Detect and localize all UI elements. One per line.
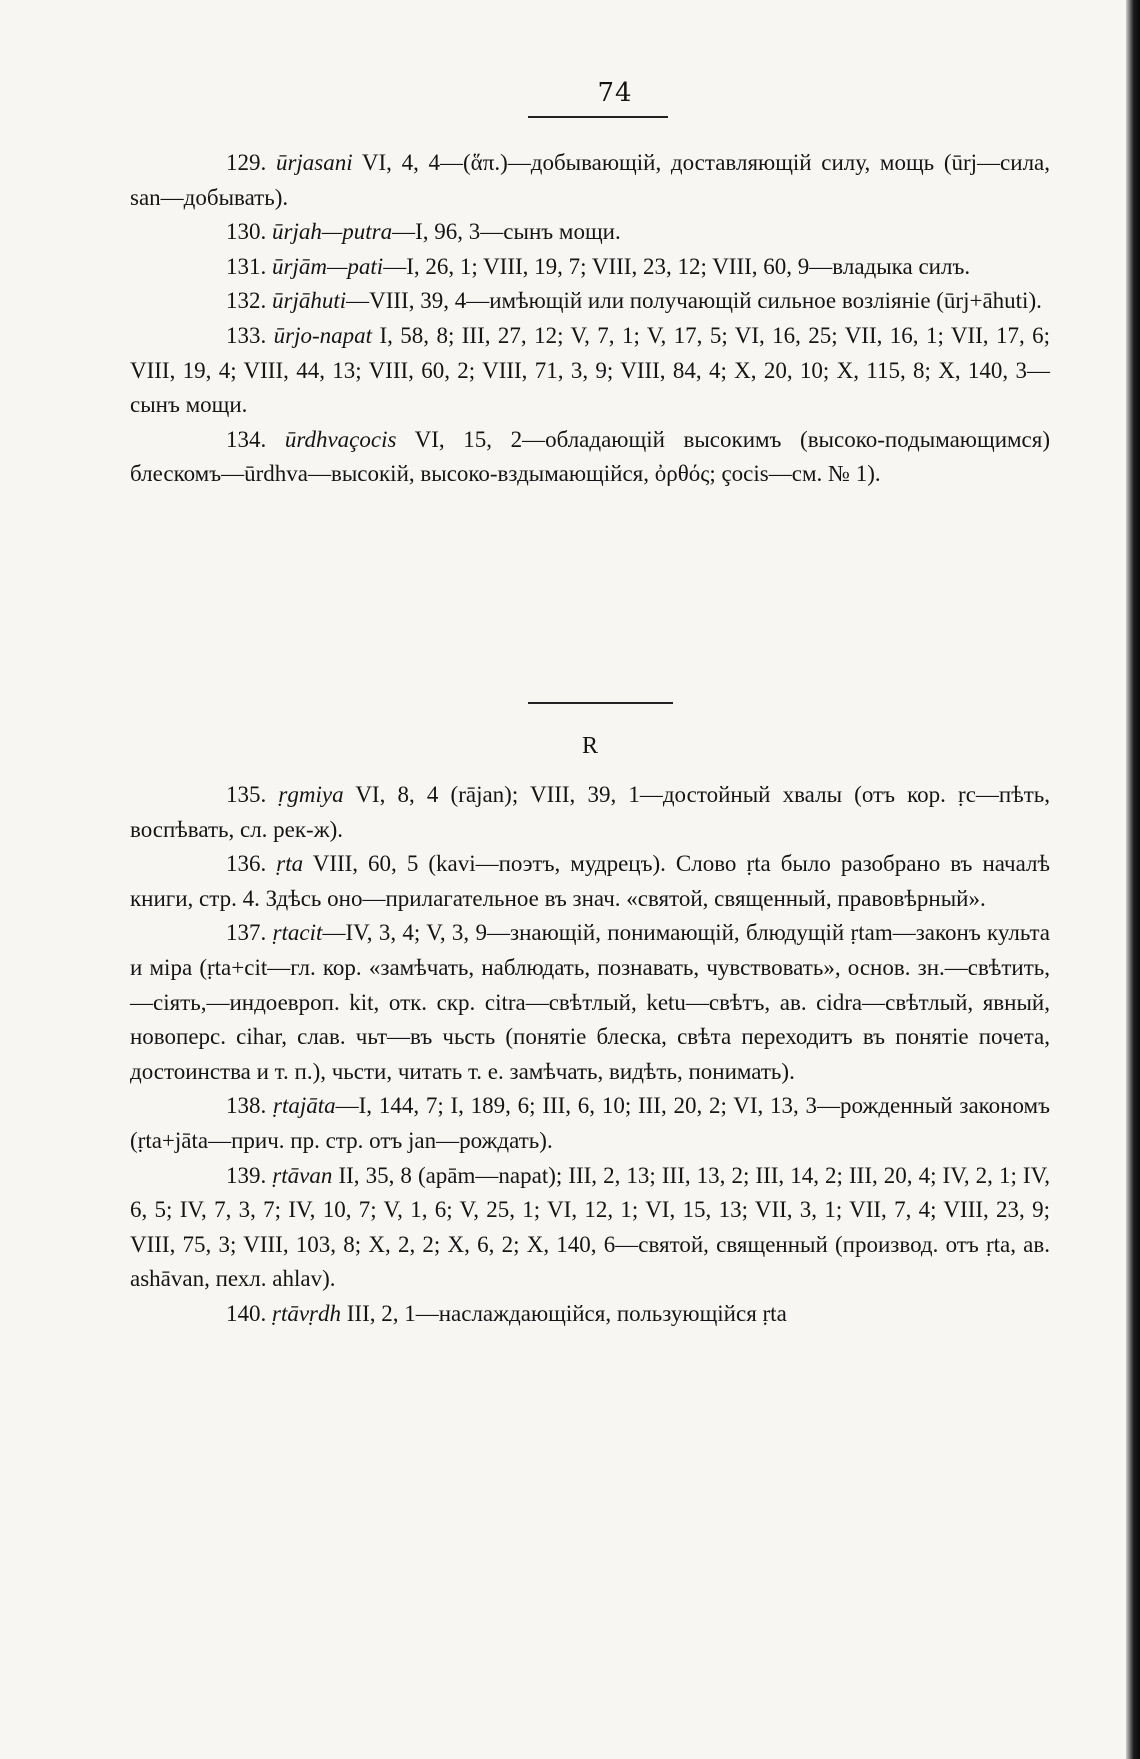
entry-body: II, 35, 8 (apām—napat); III, 2, 13; III, 13, 2; III, 14, 2; III, 20, 4; IV, 2, 1; IV, 6, 5; IV, 7, 3, 7; IV, 10, 7; V, 1, 6; V, 25, 1; VI, 12, 1; VI, 15, 13; VII, 3, 1; VII, 7, 4; VIII, 23, 9; VIII, 75, 3; VIII, 103, 8; X, 2, 2; X, 6, 2; X, 140, 6—святой, священный (производ. отъ ṛta, ав. ashāvan, пехл. ahlav). [130, 1162, 1050, 1292]
entries-block-u [130, 146, 1050, 492]
entry-body: —VIII, 39, 4—имѣющій или получающій сильное возліяніе (ūrj+āhuti). [346, 288, 1042, 314]
entries-block-r [130, 778, 1050, 1332]
entry-number: 134. [226, 426, 267, 452]
dictionary-entry [130, 916, 1050, 1089]
entry-body: VIII, 60, 5 (kavi—поэтъ, мудрецъ). Слово ṛta было разобрано въ началѣ книги, стр. 4. Здѣсь оно—прилагательное въ знач. «святой, священный, правовѣрный». [130, 851, 1050, 911]
entry-number: 135. [226, 782, 267, 807]
entry-body: —IV, 3, 4; V, 3, 9—знающій, понимающій, блюдущій ṛtam—законъ культа и міра (ṛta+cit—гл. кор. «замѣчать, наблюдать, познавать, чувствовать», основ. зн.—свѣтить,—сіять,—индоевроп. kit, отк. скр. citra—свѣтлый, ketu—свѣтъ, ав. cidra—свѣтлый, явный, новоперс. cihar, слав. чьт—въ чьсть (понятіе блеска, свѣта переходитъ въ понятіе почета, достоинства и т. п.), чьсти, читать т. е. замѣчать, видѣть, понимать). [130, 920, 1051, 1084]
section-divider-rule [528, 702, 673, 704]
header-rule [528, 116, 668, 118]
entry-body: VI, 15, 2—обладающій высокимъ (высоко-подымающимся) блескомъ—ūrdhva—высокій, высоко-вздымающійся, ὀρθός; çocis—см. № 1). [130, 426, 1050, 487]
entry-lemma: ūrjāhuti [272, 288, 347, 314]
entry-body: I, 58, 8; III, 27, 12; V, 7, 1; V, 17, 5; VI, 16, 25; VII, 16, 1; VII, 17, 6; VIII, 19, 4; VIII, 44, 13; VIII, 60, 2; VIII, 71, 3, 9; VIII, 84, 4; X, 20, 10; X, 115, 8; X, 140, 3—сынъ мощи. [130, 322, 1050, 418]
entry-lemma: ṛgmiya [278, 782, 344, 807]
entry-number: 130. [226, 219, 267, 245]
dictionary-entry [130, 319, 1050, 423]
entry-lemma: ṛtacit [272, 920, 323, 946]
entry-body: —I, 96, 3—сынъ мощи. [392, 219, 621, 245]
entry-body: VI, 4, 4—(ἅπ.)—добывающій, доставляющій силу, мощь (ūrj—сила, san—добывать). [130, 150, 1051, 210]
entry-lemma: ūrdhvaçocis [284, 426, 397, 452]
dictionary-entry [130, 146, 1050, 215]
entry-lemma: ṛtajāta [273, 1093, 336, 1119]
entry-lemma: ūrjasani [275, 150, 353, 175]
section-heading-r: R [581, 733, 598, 759]
entry-number: 138. [226, 1093, 267, 1119]
dictionary-entry [130, 284, 1050, 319]
page-number: 74 [597, 78, 633, 108]
dictionary-entry [130, 1159, 1050, 1297]
entry-lemma: ṛtāvṛdh [272, 1300, 341, 1326]
entry-lemma: ṛta [276, 851, 304, 877]
entry-number: 131. [226, 253, 267, 279]
dictionary-entry [130, 250, 1050, 285]
entry-number: 132. [226, 288, 267, 314]
entry-lemma: ūrjah—putra [272, 219, 393, 245]
entry-body: III, 2, 1—наслаждающійся, пользующійся ṛta [341, 1300, 787, 1326]
dictionary-entry [130, 778, 1050, 847]
dictionary-entry [130, 215, 1050, 250]
dictionary-entry [130, 423, 1050, 492]
entry-number: 139. [226, 1162, 267, 1188]
page-edge-shadow [1126, 0, 1140, 1759]
dictionary-entry [130, 1089, 1050, 1158]
entry-lemma: ṛtāvan [272, 1162, 333, 1188]
entry-number: 140. [226, 1300, 267, 1326]
entry-body: —I, 26, 1; VIII, 19, 7; VIII, 23, 12; VIII, 60, 9—владыка силъ. [383, 253, 971, 279]
entry-lemma: ūrjām—pati [272, 253, 384, 279]
dictionary-entry [130, 847, 1050, 916]
entry-number: 136. [226, 851, 267, 877]
entry-body: —I, 144, 7; I, 189, 6; III, 6, 10; III, 20, 2; VI, 13, 3—рожденный закономъ (ṛta+jāta—прич. пр. стр. отъ jan—рождать). [130, 1093, 1050, 1153]
entry-number: 129. [226, 150, 267, 175]
entry-number: 133. [226, 322, 267, 348]
entry-number: 137. [226, 920, 267, 946]
entry-lemma: ūrjo-napat [273, 322, 373, 348]
entry-body: VI, 8, 4 (rājan); VIII, 39, 1—достойный хвалы (отъ кор. ṛc—пѣть, воспѣвать, сл. рек-ж). [130, 782, 1050, 842]
dictionary-entry [130, 1297, 1050, 1332]
